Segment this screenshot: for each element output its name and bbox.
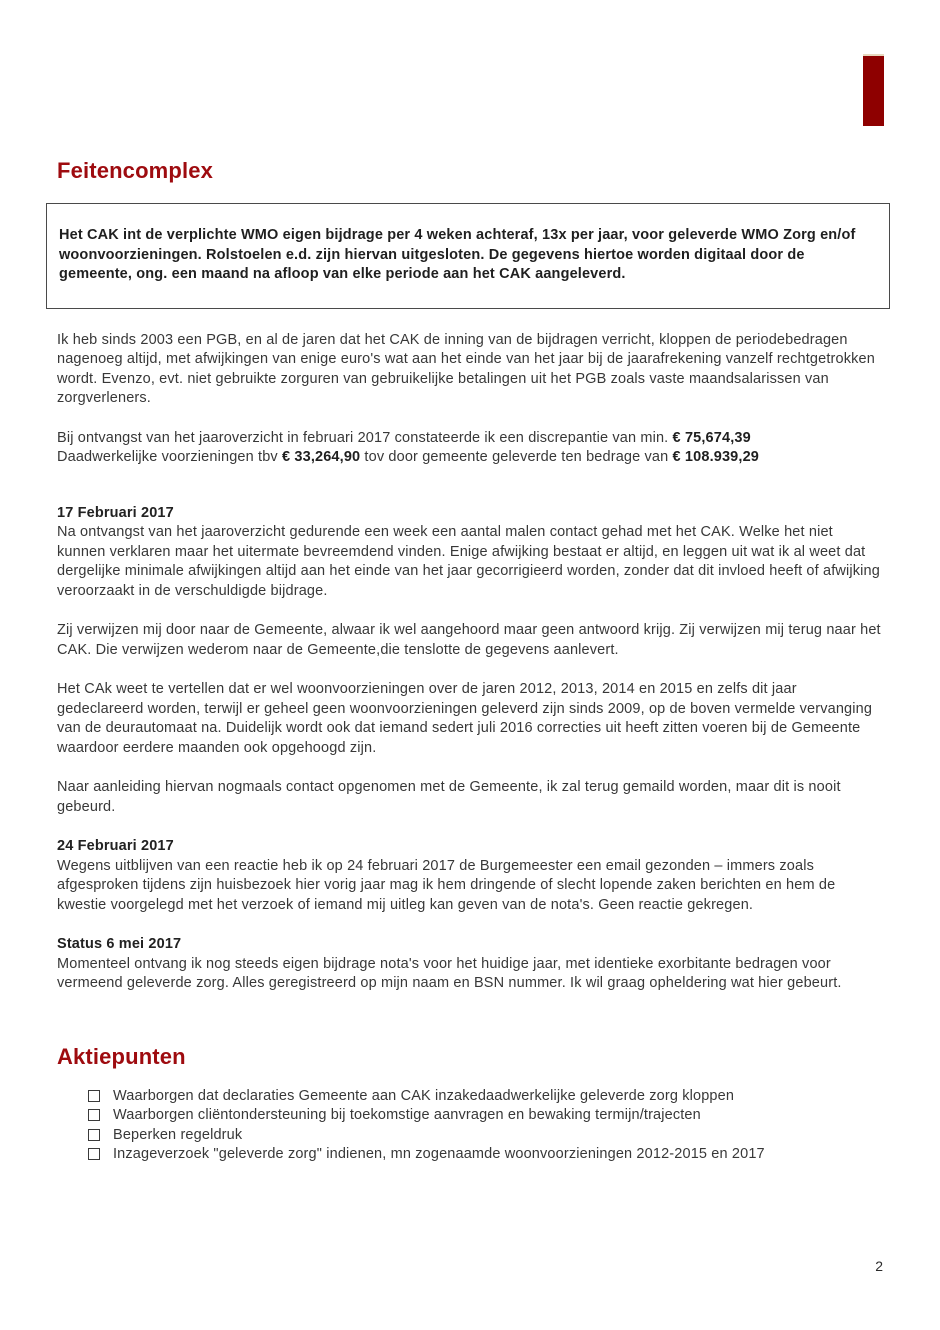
aktiepunten-heading: Aktiepunten bbox=[57, 1043, 186, 1069]
aktiepunt-label: Waarborgen cliëntondersteuning bij toekomstige aanvragen en bewaking termijn/trajecten bbox=[113, 1107, 701, 1123]
amount-voorzieningen: € 33,264,90 bbox=[282, 449, 361, 465]
paragraph-verwijzen: Zij verwijzen mij door naar de Gemeente, alwaar ik wel aangehoord maar geen antwoord krijg. Zij verwijzen mij terug naar het CAK. Die verwijzen wederom naar de Gemeente,die tenslotte de gegevens aanlevert. bbox=[57, 622, 881, 658]
list-item bbox=[88, 1145, 883, 1165]
paragraph-pgb-history: Ik heb sinds 2003 een PGB, en al de jaren dat het CAK de inning van de bijdragen verricht, kloppen de periodebedragen nagenoeg altijd, met afwijkingen van enige euro's wat aan het einde van het jaar bij de jaarafrekening vanzelf rechtgetrokken wordt. Evenzo, evt. niet gebruikte zorguren van gebruikelijke betalingen uit het PGB zoals vaste maandsalarissen van zorgverleners. bbox=[57, 331, 875, 406]
paragraph-24-februari: Wegens uitblijven van een reactie heb ik op 24 februari 2017 de Burgemeester een email gezonden – immers zoals afgesproken tijdens zijn huisbezoek hier vorig jaar mag ik hem dringende of slecht lopende zaken berichten en hem de kwestie voorgelegd met het verzoek of iemand mij uitleg kan geven van de nota's. Geen reactie gekregen. bbox=[57, 857, 836, 913]
intro-summary-text: Het CAK int de verplichte WMO eigen bijdrage per 4 weken achteraf, 13x per jaar, voor geleverde WMO Zorg en/of woonvoorzieningen. Rolstoelen e.d. zijn hiervan uitgesloten. De gegevens hiertoe worden digitaal door de gemeente, ong. een maand na afloop van elke periode aan het CAK aangeleverd. bbox=[59, 227, 856, 282]
aktiepunt-label: Waarborgen dat declaraties Gemeente aan CAK inzakedaadwerkelijke geleverde zorg kloppen bbox=[113, 1087, 735, 1104]
paragraph-cak-weet: Het CAk weet te vertellen dat er wel woonvoorzieningen over de jaren 2012, 2013, 2014 en 2015 en zelfs dit jaar gedeclareerd worden, terwijl er geheel geen woonvoorzieningen geleverd zijn sinds 2009, op de boven vermelde vervanging van de deurautomaat na. Duidelijk wordt ook dat iemand sedert juli 2016 correcties uit heeft zitten voeren bij de Gemeente waardoor eerdere maanden ook opgehoogd zijn. bbox=[57, 681, 873, 756]
aktiepunten-checklist bbox=[57, 1087, 883, 1165]
page-number: 2 bbox=[875, 1258, 883, 1274]
discrepantie-text-1: Bij ontvangst van het jaaroverzicht in februari 2017 constateerde ik een discrepantie van min. bbox=[57, 429, 673, 446]
list-item bbox=[88, 1126, 883, 1146]
checkbox-icon bbox=[88, 1090, 100, 1102]
aktiepunt-label: Inzageverzoek "geleverde zorg" indienen, mn zogenaamde woonvoorzieningen 2012-2015 en 2017 bbox=[113, 1146, 765, 1162]
discrepantie-text-3: tov door gemeente geleverde ten bedrage van bbox=[360, 449, 673, 465]
heading-status-6-mei: Status 6 mei 2017 bbox=[57, 936, 182, 952]
list-item bbox=[88, 1087, 883, 1107]
discrepantie-text-2: Daadwerkelijke voorzieningen tbv bbox=[57, 449, 282, 465]
paragraph-status-6-mei: Momenteel ontvang ik nog steeds eigen bijdrage nota's voor het huidige jaar, met identieke exorbitante bedragen voor vermeend geleverde zorg. Alles geregistreerd op mijn naam en BSN nummer. Ik wil graag opheldering wat hier gebeurt. bbox=[57, 955, 842, 991]
checkbox-icon bbox=[88, 1109, 100, 1121]
list-item bbox=[88, 1106, 883, 1126]
feitencomplex-heading: Feitencomplex bbox=[57, 158, 213, 183]
amount-discrepantie: € 75,674,39 bbox=[672, 429, 751, 446]
amount-geleverd: € 108.939,29 bbox=[672, 449, 759, 465]
intro-summary-box bbox=[46, 203, 890, 309]
document-content bbox=[57, 0, 883, 1165]
paragraph-discrepantie bbox=[57, 429, 883, 468]
aktiepunt-label: Beperken regeldruk bbox=[113, 1126, 243, 1143]
checkbox-icon bbox=[88, 1148, 100, 1160]
paragraph-naar-aanleiding: Naar aanleiding hiervan nogmaals contact opgenomen met de Gemeente, ik zal terug gemaild worden, maar dit is nooit gebeurd. bbox=[57, 779, 841, 815]
checkbox-icon bbox=[88, 1129, 100, 1141]
heading-24-februari: 24 Februari 2017 bbox=[57, 838, 174, 854]
heading-17-februari: 17 Februari 2017 bbox=[57, 504, 174, 521]
paragraph-17-februari: Na ontvangst van het jaaroverzicht gedurende een week een aantal malen contact gehad met het CAK. Welke het niet kunnen verklaren maar het uitermate bevreemdend vinden. Enige afwijking bestaat er altijd, en leggen uit wat ik al weet dat dergelijke minimale afwijkingen altijd aan het einde van het jaar gecorrigieerd worden, zonder dat dit invloed heeft of afwijking veroorzaakt in de verschuldigde bijdrage. bbox=[57, 524, 880, 599]
